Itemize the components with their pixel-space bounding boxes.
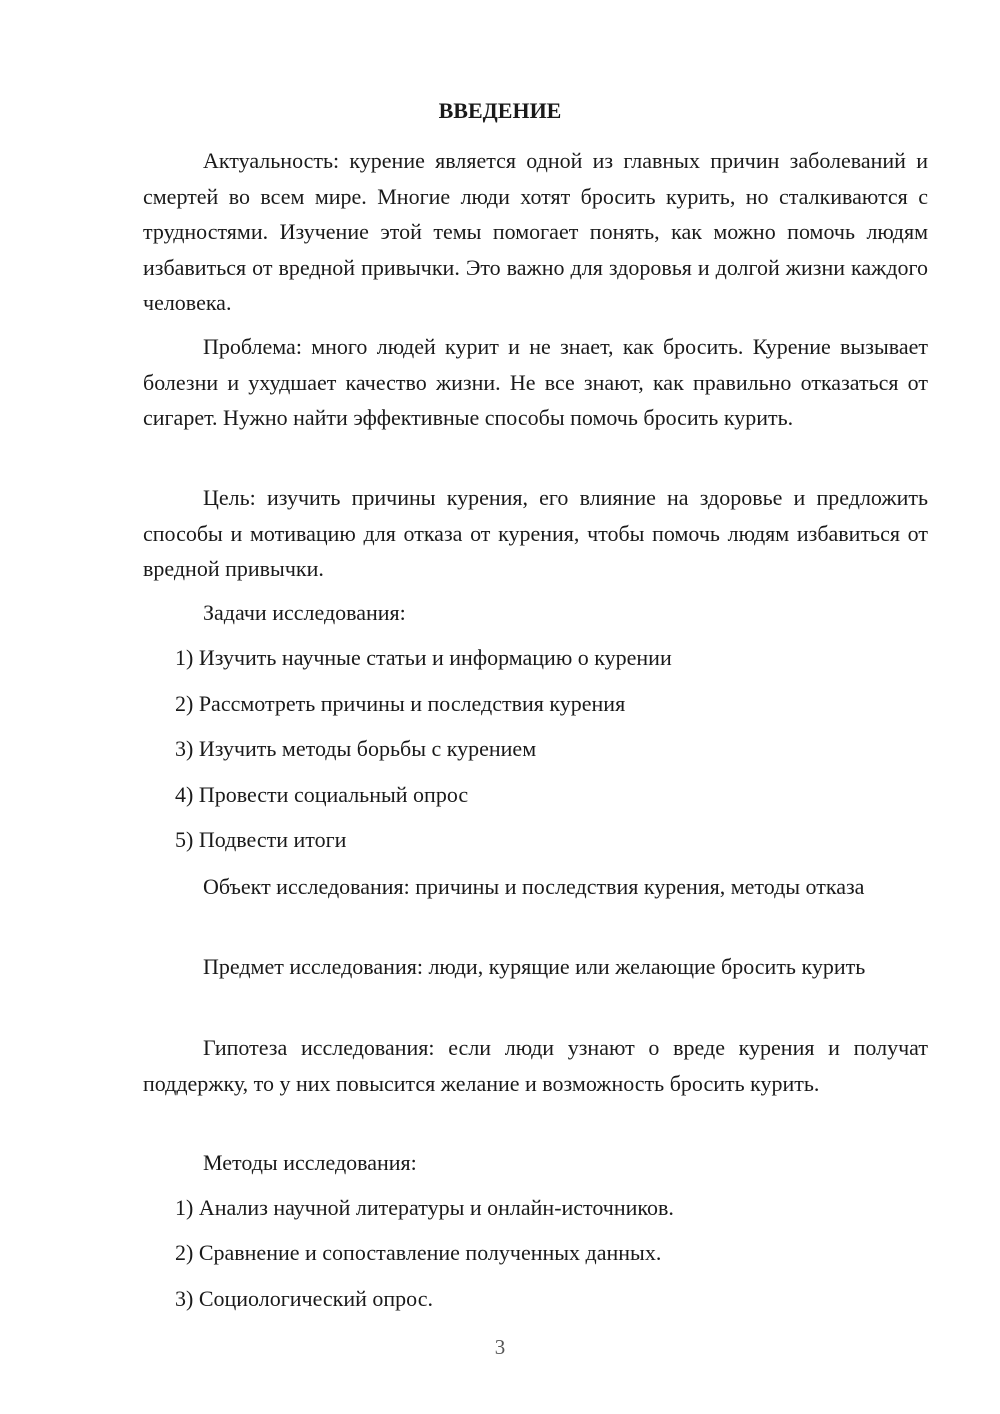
page-title: ВВЕДЕНИЕ [438,98,562,123]
methods-heading: Методы исследования: [203,1150,417,1175]
list-item: 1) Изучить научные статьи и информацию о курении [175,645,672,670]
relevance-paragraph: Актуальность: курение является одной из главных причин заболеваний и смертей во всем мире. Многие люди хотят бросить курить, но сталкиваются с трудностями. Изучение этой темы помогает понять, как можно помочь людям избавиться от вредной привычки. Это важно для здоровья и долгой жизни каждого человека. [143,148,928,315]
tasks-heading: Задачи исследования: [203,600,406,625]
subject-paragraph: Предмет исследования: люди, курящие или желающие бросить курить [203,954,866,979]
hypothesis-paragraph: Гипотеза исследования: если люди узнают о вреде курения и получат поддержку, то у них повысится желание и возможность бросить курить. [143,1035,928,1096]
list-item: 2) Сравнение и сопоставление полученных данных. [175,1240,662,1265]
object-paragraph: Объект исследования: причины и последствия курения, методы отказа [203,874,865,899]
list-item: 2) Рассмотреть причины и последствия курения [175,691,626,716]
goal-paragraph: Цель: изучить причины курения, его влияние на здоровье и предложить способы и мотивацию для отказа от курения, чтобы помочь людям избавиться от вредной привычки. [143,485,928,581]
list-item: 3) Изучить методы борьбы с курением [175,736,537,761]
problem-paragraph: Проблема: много людей курит и не знает, как бросить. Курение вызывает болезни и ухудшает качество жизни. Не все знают, как правильно отказаться от сигарет. Нужно найти эффективные способы помочь бросить курить. [143,334,928,430]
list-item: 4) Провести социальный опрос [175,782,469,807]
list-item: 3) Социологический опрос. [175,1286,433,1311]
list-item: 1) Анализ научной литературы и онлайн-источников. [175,1195,674,1220]
list-item: 5) Подвести итоги [175,827,347,852]
page-number: 3 [494,1335,506,1359]
